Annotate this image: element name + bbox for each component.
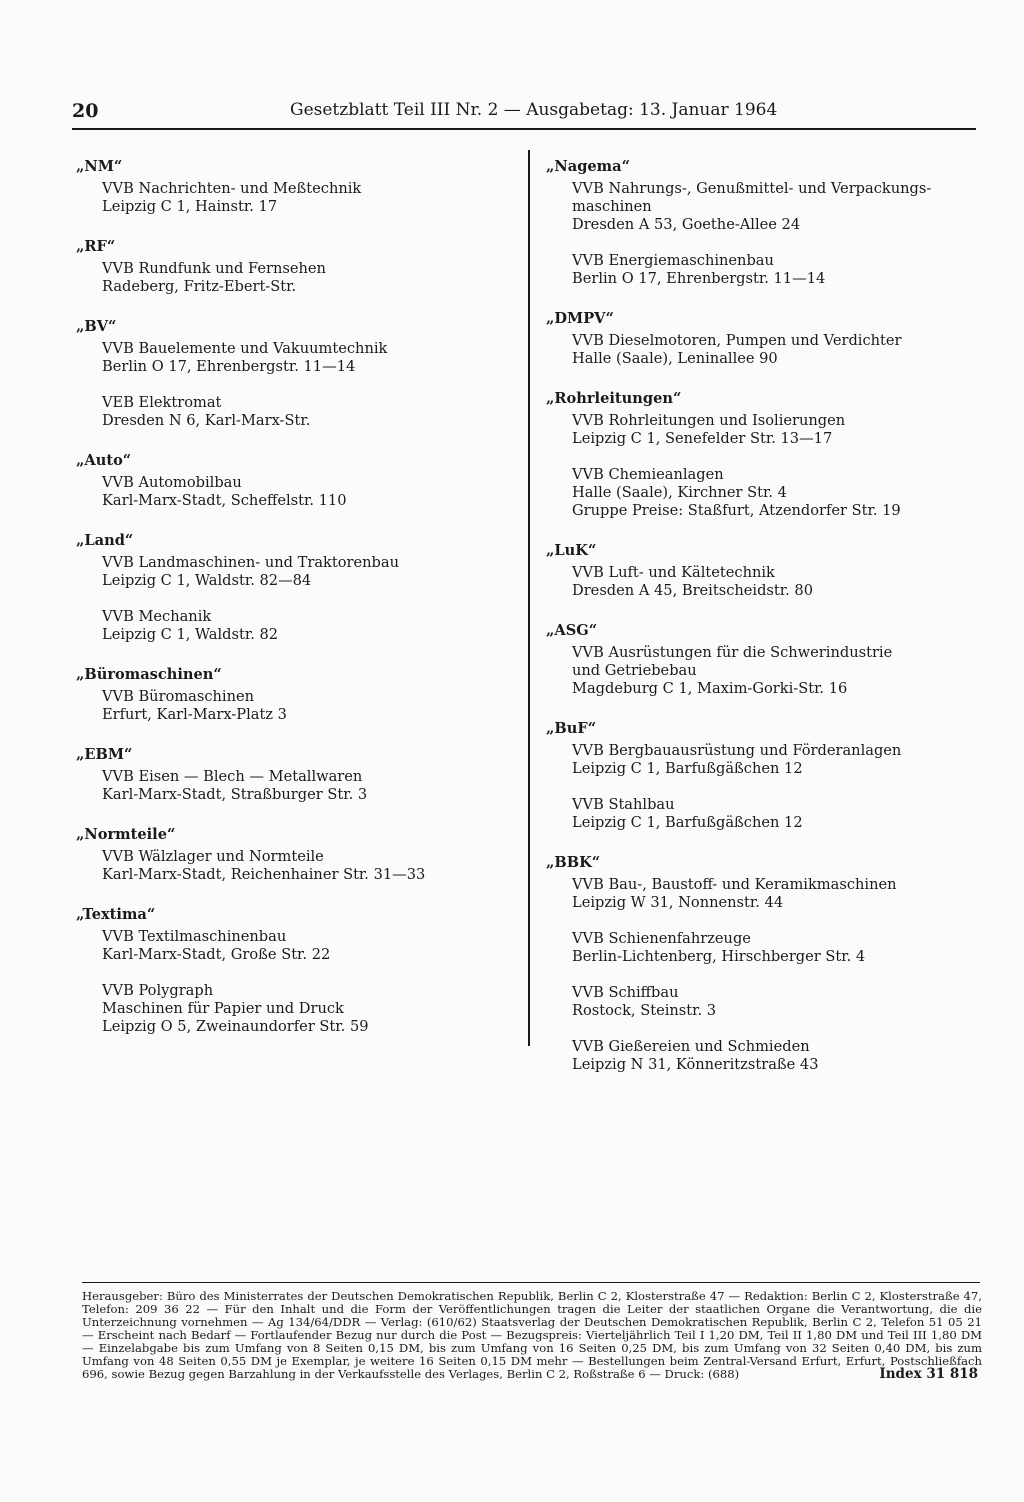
organization-entry (102, 768, 506, 804)
organization-group (546, 310, 976, 368)
organization-group (76, 746, 506, 804)
organization-entry (572, 876, 976, 912)
group-title: „Textima“ (76, 906, 156, 923)
entry-name: VVB Bergbauausrüstung und Förderanlagen (572, 742, 902, 759)
organization-entry (102, 688, 506, 724)
organization-group (546, 854, 976, 1074)
organization-entry (572, 564, 976, 600)
entry-address-line: Leipzig C 1, Waldstr. 82—84 (102, 572, 312, 589)
organization-entry (572, 252, 976, 288)
entry-address-line: Erfurt, Karl-Marx-Platz 3 (102, 706, 287, 723)
organization-entry (572, 644, 976, 698)
entry-name: VVB Landmaschinen- und Traktorenbau (102, 554, 399, 571)
page-header (72, 100, 976, 130)
organization-entry (572, 984, 976, 1020)
entry-address-line: Berlin O 17, Ehrenbergstr. 11—14 (572, 270, 826, 287)
organization-entry (572, 466, 976, 520)
entry-address-line: Gruppe Preise: Staßfurt, Atzendorfer Str. 19 (572, 502, 901, 519)
entry-address-line: Halle (Saale), Kirchner Str. 4 (572, 484, 787, 501)
entry-name: VVB Chemieanlagen (572, 466, 724, 483)
organization-entry (572, 796, 976, 832)
entry-name: VVB Nachrichten- und Meßtechnik (102, 180, 362, 197)
entry-name: VVB Luft- und Kältetechnik (572, 564, 775, 581)
group-title: „NM“ (76, 158, 123, 175)
organization-entry (572, 1038, 976, 1074)
entry-address-line: Leipzig O 5, Zweinaundorfer Str. 59 (102, 1018, 369, 1035)
entry-address-line: Halle (Saale), Leninallee 90 (572, 350, 778, 367)
entry-address-line: Rostock, Steinstr. 3 (572, 1002, 717, 1019)
organization-entry (102, 180, 506, 216)
entry-address-line: Berlin-Lichtenberg, Hirschberger Str. 4 (572, 948, 866, 965)
entry-name: VVB Schiffbau (572, 984, 679, 1001)
entry-name: VVB Eisen — Blech — Metallwaren (102, 768, 363, 785)
entry-address-line: Karl-Marx-Stadt, Straßburger Str. 3 (102, 786, 368, 803)
entry-address-line: Karl-Marx-Stadt, Reichenhainer Str. 31—33 (102, 866, 426, 883)
organization-group (546, 158, 976, 288)
organization-entry (572, 180, 976, 234)
group-title: „RF“ (76, 238, 116, 255)
organization-group (76, 158, 506, 216)
organization-group (76, 318, 506, 430)
index-number: Index 31 818 (879, 1366, 978, 1382)
organization-entry (572, 412, 976, 448)
group-title: „LuK“ (546, 542, 597, 559)
entry-name: VVB Ausrüstungen für die Schwerindustrie (572, 644, 893, 661)
group-title: „Land“ (76, 532, 134, 549)
organization-entry (102, 340, 506, 376)
organization-entry (102, 608, 506, 644)
entry-address-line: Leipzig N 31, Könneritzstraße 43 (572, 1056, 819, 1073)
group-title: „Nagema“ (546, 158, 630, 175)
organization-entry (102, 928, 506, 964)
entry-address-line: Magdeburg C 1, Maxim-Gorki-Str. 16 (572, 680, 848, 697)
entry-name: VVB Stahlbau (572, 796, 675, 813)
organization-entry (572, 930, 976, 966)
group-title: „Normteile“ (76, 826, 176, 843)
entry-address-line: Dresden A 45, Breitscheidstr. 80 (572, 582, 813, 599)
entry-address-line: maschinen (572, 198, 652, 215)
entry-name: VVB Dieselmotoren, Pumpen und Verdichter (572, 332, 902, 349)
entry-name: VVB Textilmaschinenbau (102, 928, 287, 945)
entry-name: VVB Büromaschinen (102, 688, 255, 705)
entry-address-line: Karl-Marx-Stadt, Scheffelstr. 110 (102, 492, 347, 509)
group-title: „BV“ (76, 318, 117, 335)
entry-address-line: Leipzig C 1, Senefelder Str. 13—17 (572, 430, 833, 447)
entry-address-line: Leipzig C 1, Waldstr. 82 (102, 626, 279, 643)
imprint-text: Herausgeber: Büro des Ministerrates der Deutschen Demokratischen Republik, Berlin C 2, Klosterstraße 47 — Redaktion: Berlin C 2, Klosterstraße 47, Telefon: 209 36 22 — Für den Inhalt und die Form der Veröffentlichungen tragen die Leiter der staatlichen Organe die Verantwortung, die die Unterzeichnung vornehmen — Ag 134/64/DDR — Verlag: (610/62) Staatsverlag der Deutschen Demokratischen Republik, Berlin C 2, Telefon 51 05 21 — Erscheint nach Bedarf — Fortlaufender Bezug nur durch die Post — Bezugspreis: Vierteljährlich Teil I 1,20 DM, Teil II 1,80 DM und Teil III 1,80 DM — Einzelabgabe bis zum Umfang von 8 Seiten 0,15 DM, bis zum Umfang von 16 Seiten 0,25 DM, bis zum Umfang von 32 Seiten 0,40 DM, bis zum Umfang von 48 Seiten 0,55 DM je Exemplar, je weitere 16 Seiten 0,15 DM mehr — Bestellungen beim Zentral-Versand Erfurt, Erfurt, Postschließfach 696, sowie Bezug gegen Barzahlung in der Verkaufsstelle des Verlages, Berlin C 2, Roßstraße 6 — Druck: (688) (82, 1289, 982, 1381)
organization-group (76, 452, 506, 510)
group-title: „EBM“ (76, 746, 133, 763)
entry-name: VVB Nahrungs-, Genußmittel- und Verpackungs- (572, 180, 932, 197)
organization-entry (102, 554, 506, 590)
organization-entry (572, 742, 976, 778)
entry-address-line: Leipzig C 1, Barfußgäßchen 12 (572, 814, 803, 831)
entry-address-line: Maschinen für Papier und Druck (102, 1000, 344, 1017)
organization-group (76, 906, 506, 1036)
entry-name: VVB Rundfunk und Fernsehen (102, 260, 326, 277)
entry-name: VVB Rohrleitungen und Isolierungen (572, 412, 846, 429)
organization-group (76, 532, 506, 644)
left-column (76, 158, 506, 1058)
header-title: Gesetzblatt Teil III Nr. 2 — Ausgabetag: 13. Januar 1964 (290, 100, 778, 120)
entry-address-line: Radeberg, Fritz-Ebert-Str. (102, 278, 297, 295)
entry-address-line: Leipzig C 1, Barfußgäßchen 12 (572, 760, 803, 777)
entry-name: VVB Gießereien und Schmieden (572, 1038, 810, 1055)
organization-entry (572, 332, 976, 368)
organization-group (546, 720, 976, 832)
organization-entry (102, 982, 506, 1036)
organization-entry (102, 474, 506, 510)
group-title: „Auto“ (76, 452, 132, 469)
organization-group (76, 238, 506, 296)
entry-address-line: Dresden A 53, Goethe-Allee 24 (572, 216, 801, 233)
footer-rule (82, 1282, 980, 1283)
header-rule (72, 128, 976, 130)
entry-address-line: Berlin O 17, Ehrenbergstr. 11—14 (102, 358, 356, 375)
entry-name: VVB Bauelemente und Vakuumtechnik (102, 340, 388, 357)
entry-address-line: Leipzig C 1, Hainstr. 17 (102, 198, 278, 215)
entry-address-line: Dresden N 6, Karl-Marx-Str. (102, 412, 311, 429)
organization-group (76, 826, 506, 884)
entry-name: VVB Schienenfahrzeuge (572, 930, 751, 947)
right-column (546, 158, 976, 1096)
entry-address-line: und Getriebebau (572, 662, 697, 679)
organization-group (546, 622, 976, 698)
group-title: „ASG“ (546, 622, 598, 639)
entry-name: VVB Mechanik (102, 608, 212, 625)
organization-group (76, 666, 506, 724)
organization-entry (102, 394, 506, 430)
entry-name: VVB Wälzlager und Normteile (102, 848, 324, 865)
organization-group (546, 390, 976, 520)
entry-name: VVB Energiemaschinenbau (572, 252, 774, 269)
organization-entry (102, 260, 506, 296)
group-title: „BBK“ (546, 854, 601, 871)
group-title: „BuF“ (546, 720, 597, 737)
entry-name: VVB Bau-, Baustoff- und Keramikmaschinen (572, 876, 897, 893)
page-number: 20 (72, 100, 99, 122)
group-title: „DMPV“ (546, 310, 614, 327)
imprint-footer (82, 1290, 982, 1381)
column-divider (528, 150, 530, 1046)
entry-name: VVB Automobilbau (102, 474, 242, 491)
group-title: „Büromaschinen“ (76, 666, 222, 683)
entry-name: VEB Elektromat (102, 394, 222, 411)
entry-address-line: Leipzig W 31, Nonnenstr. 44 (572, 894, 784, 911)
group-title: „Rohrleitungen“ (546, 390, 682, 407)
entry-address-line: Karl-Marx-Stadt, Große Str. 22 (102, 946, 331, 963)
organization-entry (102, 848, 506, 884)
entry-name: VVB Polygraph (102, 982, 214, 999)
organization-group (546, 542, 976, 600)
